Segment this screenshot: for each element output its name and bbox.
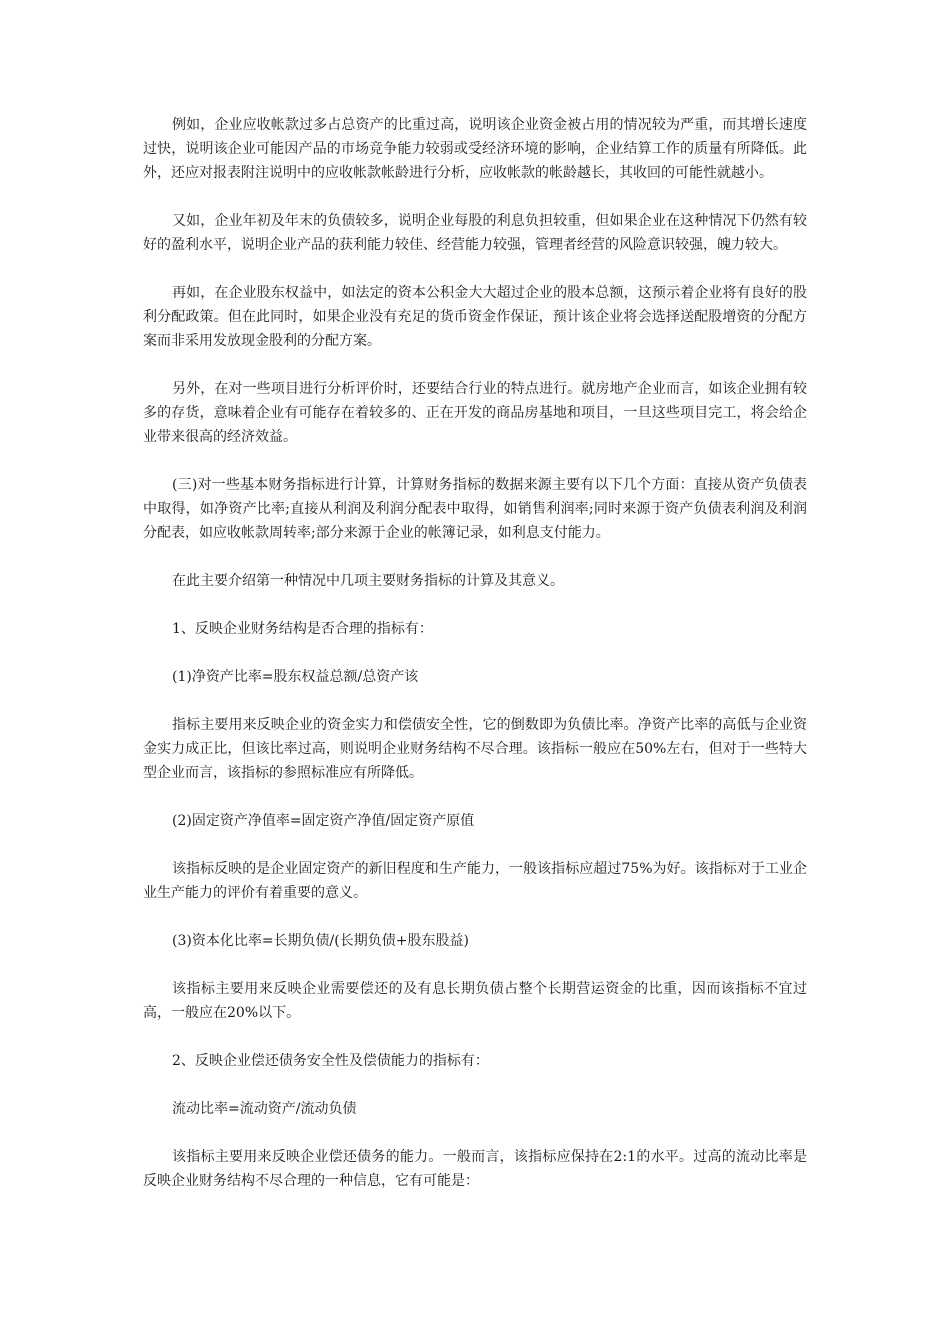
paragraph-indicator-sources: (三)对一些基本财务指标进行计算，计算财务指标的数据来源主要有以下几个方面：直接从资产负债表中取得，如净资产比率;直接从利润及利润分配表中取得，如销售利润率;同时来源于资产负债表利润及利润分配表，如应收帐款周转率;部分来源于企业的帐簿记录，如利息支付能力。 <box>143 477 807 541</box>
paragraph-current-ratio: 该指标主要用来反映企业偿还债务的能力。一般而言，该指标应保持在2:1的水平。过高的流动比率是反映企业财务结构不尽合理的一种信息，它有可能是： <box>143 1149 807 1189</box>
heading-financial-structure: 1、反映企业财务结构是否合理的指标有： <box>172 621 433 637</box>
paragraph-intro: 在此主要介绍第一种情况中几项主要财务指标的计算及其意义。 <box>172 573 564 589</box>
paragraph-capitalization-ratio: 该指标主要用来反映企业需要偿还的及有息长期负债占整个长期营运资金的比重，因而该指标不宜过高，一般应在20%以下。 <box>143 981 807 1021</box>
formula-fixed-asset-ratio: (2)固定资产净值率=固定资产净值/固定资产原值 <box>172 813 475 829</box>
formula-current-ratio: 流动比率=流动资产/流动负债 <box>172 1101 357 1117</box>
paragraph-equity: 再如，在企业股东权益中，如法定的资本公积金大大超过企业的股本总额，这预示着企业将有良好的股利分配政策。但在此同时，如果企业没有充足的货币资金作保证，预计该企业将会选择送配股增资的分配方案而非采用发放现金股利的分配方案。 <box>143 285 807 349</box>
document-body <box>143 113 807 1217</box>
formula-net-asset-ratio: (1)净资产比率=股东权益总额/总资产该 <box>172 669 419 685</box>
heading-solvency: 2、反映企业偿还债务安全性及偿债能力的指标有： <box>172 1053 489 1069</box>
paragraph-accounts-receivable: 例如，企业应收帐款过多占总资产的比重过高，说明该企业资金被占用的情况较为严重，而其增长速度过快，说明该企业可能因产品的市场竞争能力较弱或受经济环境的影响，企业结算工作的质量有所降低。此外，还应对报表附注说明中的应收帐款帐龄进行分析，应收帐款的帐龄越长，其收回的可能性就越小。 <box>143 117 807 181</box>
paragraph-liabilities: 又如，企业年初及年末的负债较多，说明企业每股的利息负担较重，但如果企业在这种情况下仍然有较好的盈利水平，说明企业产品的获利能力较佳、经营能力较强，管理者经营的风险意识较强，魄力较大。 <box>143 213 807 253</box>
paragraph-net-asset-ratio: 指标主要用来反映企业的资金实力和偿债安全性，它的倒数即为负债比率。净资产比率的高低与企业资金实力成正比，但该比率过高，则说明企业财务结构不尽合理。该指标一般应在50%左右，但对于一些特大型企业而言，该指标的参照标准应有所降低。 <box>143 717 807 781</box>
paragraph-industry: 另外，在对一些项目进行分析评价时，还要结合行业的特点进行。就房地产企业而言，如该企业拥有较多的存货，意味着企业有可能存在着较多的、正在开发的商品房基地和项目，一旦这些项目完工，将会给企业带来很高的经济效益。 <box>143 381 807 445</box>
formula-capitalization-ratio: (3)资本化比率=长期负债/(长期负债+股东股益) <box>172 933 469 949</box>
paragraph-fixed-asset-ratio: 该指标反映的是企业固定资产的新旧程度和生产能力，一般该指标应超过75%为好。该指标对于工业企业生产能力的评价有着重要的意义。 <box>143 861 807 901</box>
